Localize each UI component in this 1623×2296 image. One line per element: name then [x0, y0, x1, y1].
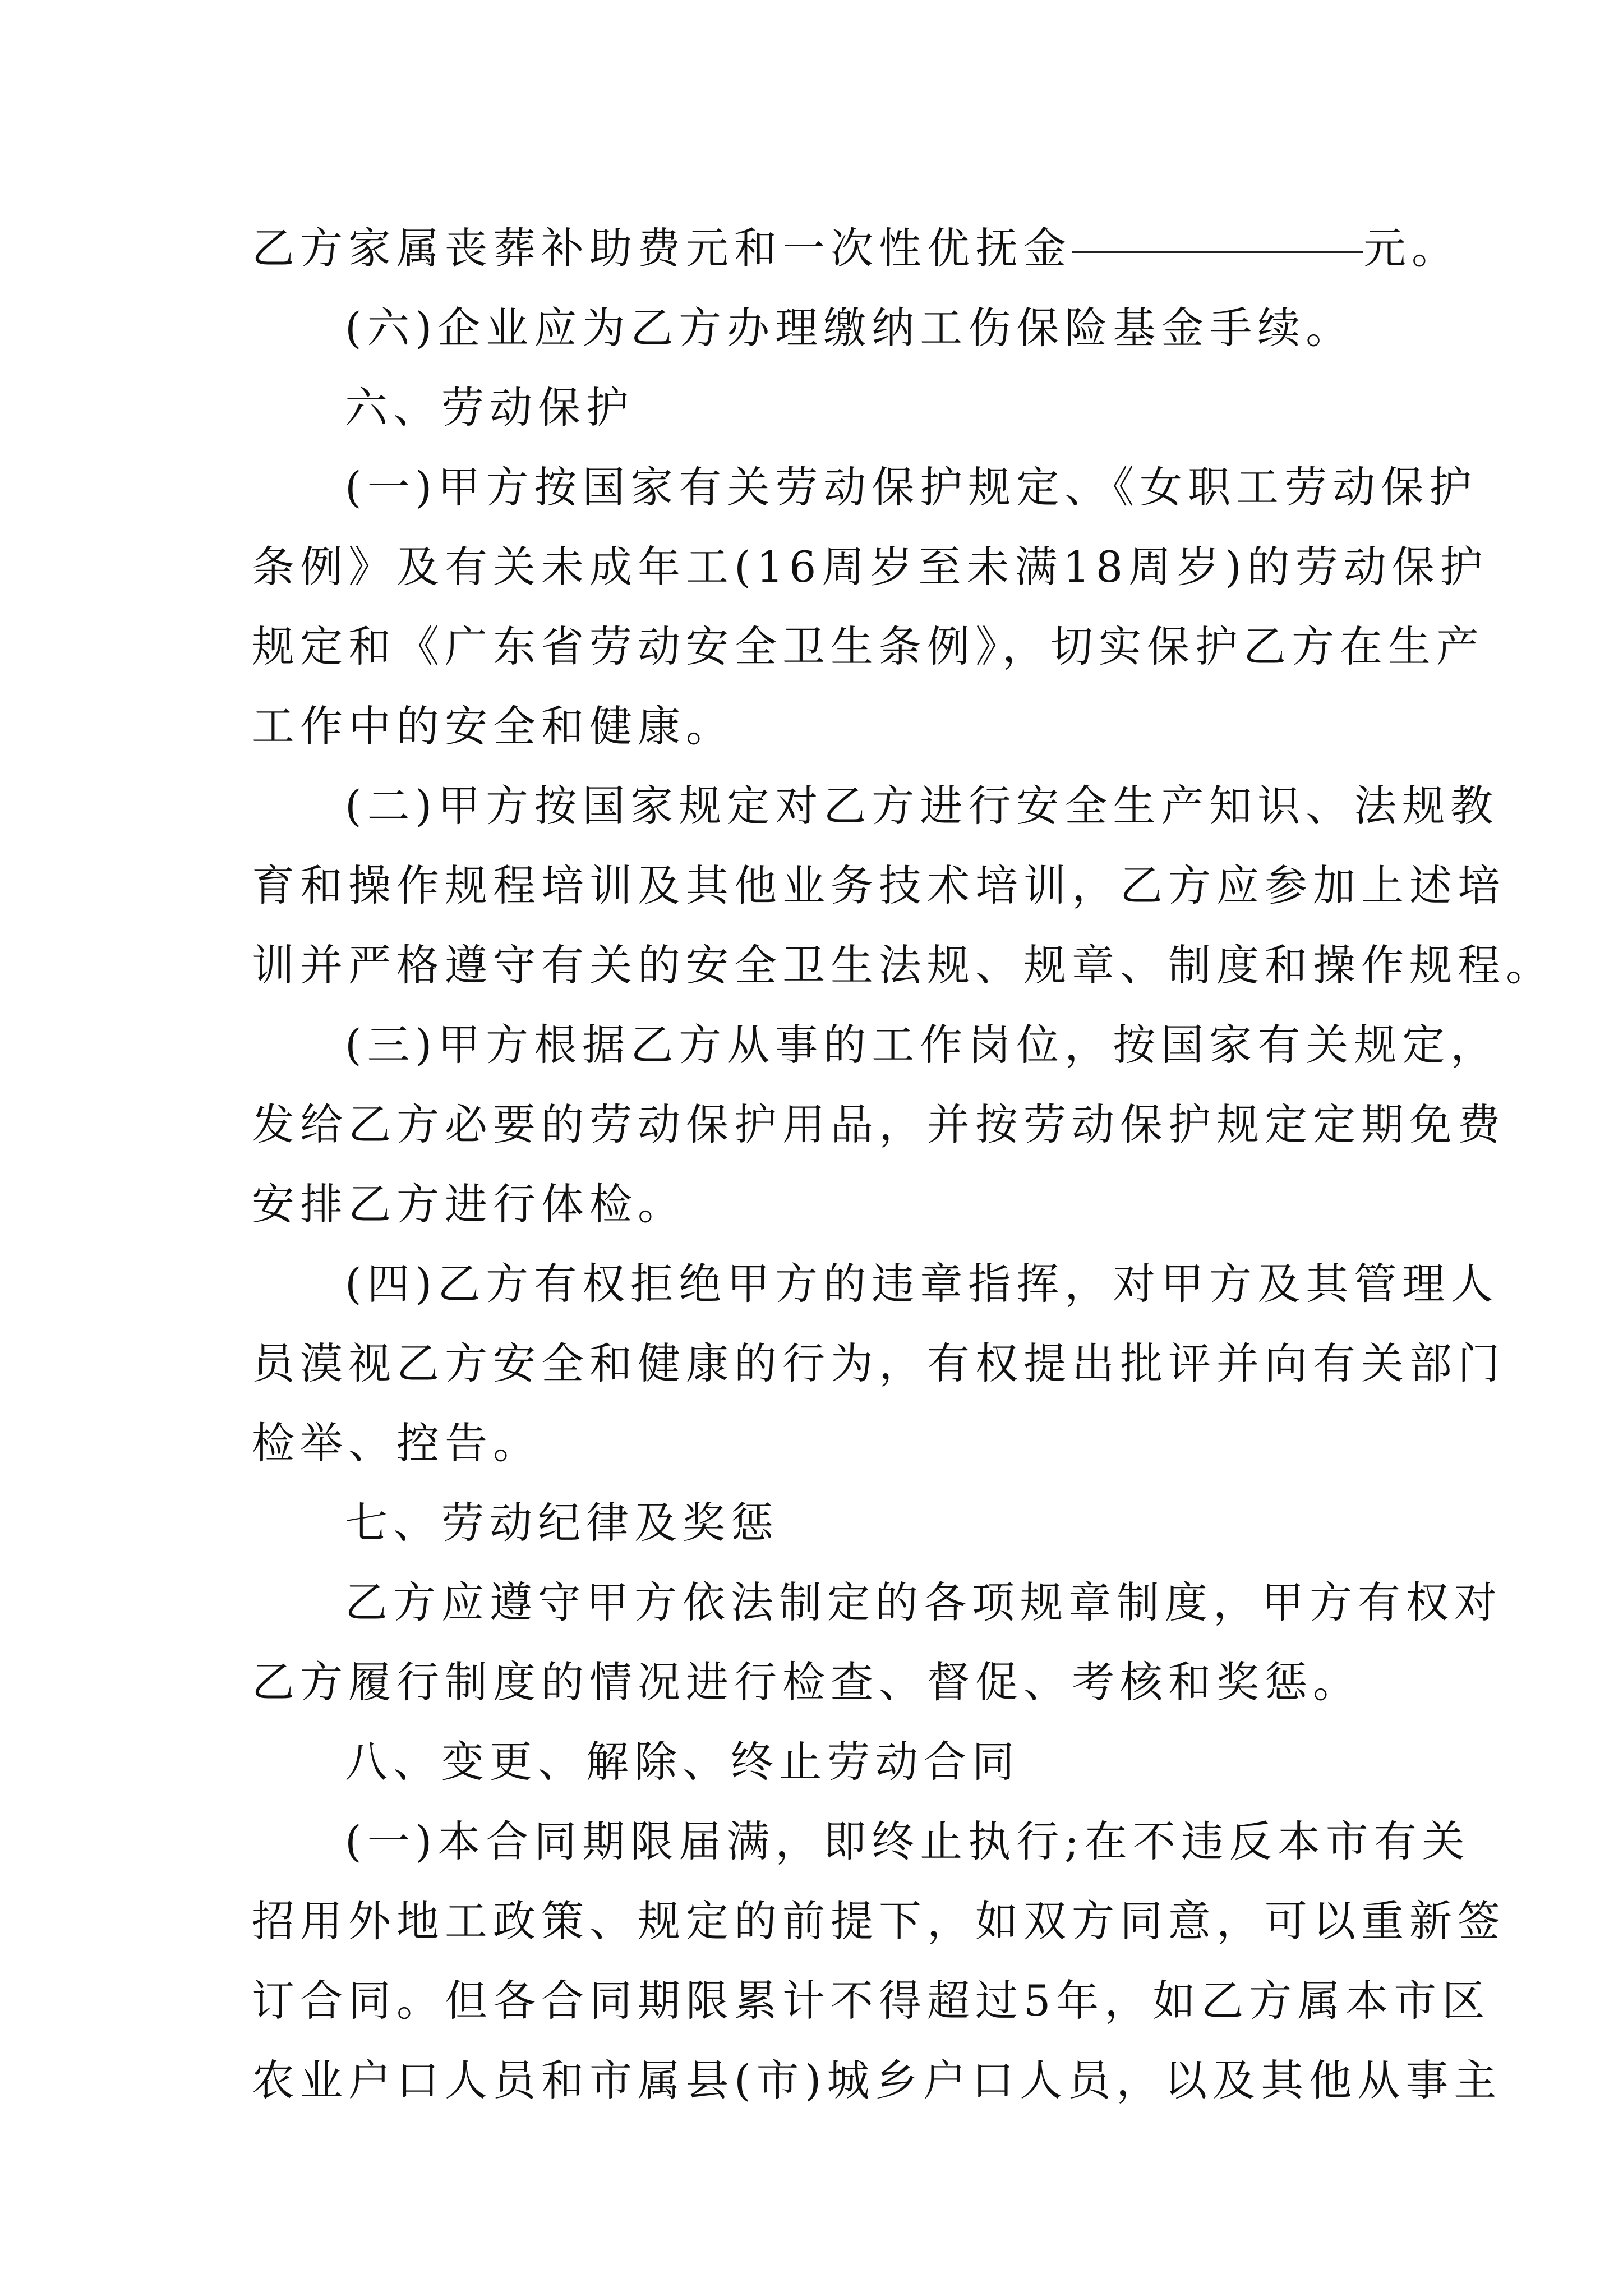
text-line-4: (一)甲方按国家有关劳动保护规定、《女职工劳动保护: [345, 462, 1478, 512]
text-line-18: 乙方应遵守甲方依法制定的各项规章制度，甲方有权对: [345, 1577, 1502, 1627]
text-line-21: (一)本合同期限届满，即终止执行;在不违反本市有关: [345, 1816, 1470, 1866]
text-line-16: 检举、控告。: [252, 1418, 541, 1468]
text-line-11: (三)甲方根据乙方从事的工作岗位，按国家有关规定，: [345, 1020, 1499, 1070]
text-line-15: 员漠视乙方安全和健康的行为，有权提出批评并向有关部门: [252, 1338, 1506, 1388]
text-line-8: (二)甲方按国家规定对乙方进行安全生产知识、法规教: [345, 781, 1499, 831]
text-line-6: 规定和《广东省劳动安全卫生条例》，切实保护乙方在生产: [252, 622, 1484, 671]
text-line-2: (六)企业应为乙方办理缴纳工伤保险基金手续。: [345, 303, 1354, 353]
line-1-text: 乙方家属丧葬补助费元和一次性优抚金: [252, 223, 1072, 273]
fill-in-blank: [1072, 212, 1363, 253]
text-line-7: 工作中的安全和健康。: [252, 701, 734, 751]
text-line-12: 发给乙方必要的劳动保护用品，并按劳动保护规定定期免费: [252, 1099, 1506, 1149]
text-line-9: 育和操作规程培训及其他业务技术培训，乙方应参加上述培: [252, 861, 1506, 910]
line-1-tail: 元。: [1363, 223, 1460, 273]
text-line-14: (四)乙方有权拒绝甲方的违章指挥，对甲方及其管理人: [345, 1259, 1499, 1309]
section-heading-labor-protection: 六、劳动保护: [345, 383, 634, 432]
text-line-5: 条例》及有关未成年工(16周岁至未满18周岁)的劳动保护: [252, 542, 1488, 592]
contract-text-body: [252, 209, 1554, 2120]
section-heading-contract-changes: 八、变更、解除、终止劳动合同: [345, 1737, 1020, 1787]
text-line-23: 订合同。但各合同期限累计不得超过5年，如乙方属本市区: [252, 1976, 1491, 2026]
text-line-1: [252, 209, 1460, 288]
text-line-10: 训并严格遵守有关的安全卫生法规、规章、制度和操作规程。: [252, 940, 1554, 990]
section-heading-discipline: 七、劳动纪律及奖惩: [345, 1498, 779, 1548]
text-line-22: 招用外地工政策、规定的前提下，如双方同意，可以重新签: [252, 1896, 1506, 1946]
text-line-24: 农业户口人员和市属县(市)城乡户口人员，以及其他从事主: [252, 2055, 1502, 2105]
text-line-19: 乙方履行制度的情况进行检查、督促、考核和奖惩。: [252, 1657, 1361, 1707]
text-line-13: 安排乙方进行体检。: [252, 1179, 686, 1229]
